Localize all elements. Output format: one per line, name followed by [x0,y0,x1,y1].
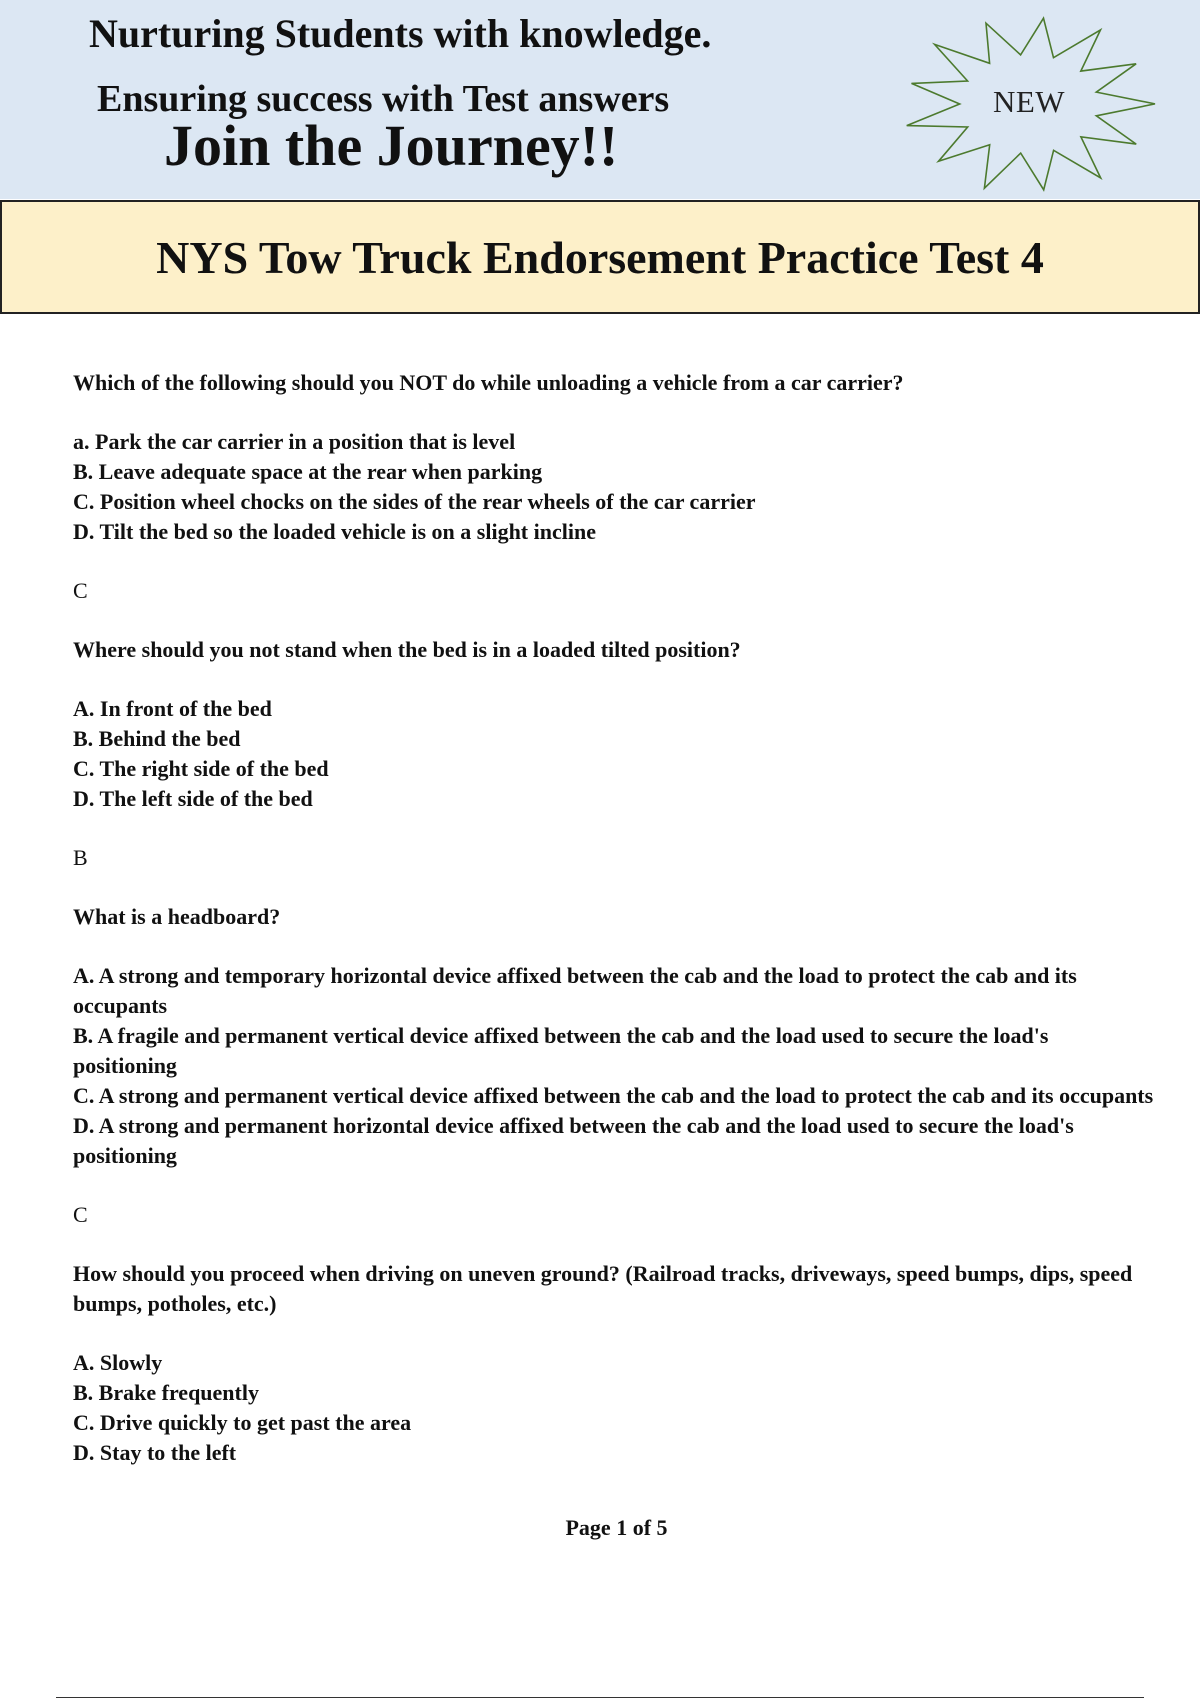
page-title: NYS Tow Truck Endorsement Practice Test 4 [156,232,1044,283]
tagline-success: Ensuring success with Test answers [97,78,670,120]
question-text: How should you proceed when driving on uneven ground? (Railroad tracks, driveways, speed bumps, dips, speed bumps, potholes, etc.) [73,1261,1133,1316]
option-c: C. Drive quickly to get past the area [73,1410,412,1435]
question-block-4 [73,1259,1155,1468]
option-b: B. Behind the bed [73,726,241,751]
option-d: D. The left side of the bed [73,786,313,811]
option-d: D. Stay to the left [73,1440,237,1465]
option-b: B. A fragile and permanent vertical device affixed between the cab and the load used to secure the load's positioning [73,1023,1049,1078]
question-text: What is a headboard? [73,904,281,929]
option-a: A. A strong and temporary horizontal device affixed between the cab and the load to protect the cab and its occupants [73,963,1077,1018]
new-badge-label: NEW [992,84,1066,119]
question-block-1 [73,368,1155,606]
option-list [73,427,1155,547]
answer-key: C [73,1202,88,1227]
option-list [73,1348,1155,1468]
answer-key: B [73,845,88,870]
option-d: D. Tilt the bed so the loaded vehicle is on a slight incline [73,519,596,544]
tagline-nurturing: Nurturing Students with knowledge. [89,11,712,56]
option-b: B. Leave adequate space at the rear when parking [73,459,543,484]
question-list [73,368,1155,1497]
page-number: Page 1 of 5 [565,1515,668,1540]
tagline-join: Join the Journey!! [164,113,619,178]
answer-key: C [73,578,88,603]
option-list [73,694,1155,814]
new-badge [898,10,1160,198]
option-list [73,961,1155,1171]
option-a: A. In front of the bed [73,696,272,721]
option-c: C. The right side of the bed [73,756,329,781]
option-a: a. Park the car carrier in a position that is level [73,429,516,454]
option-d: D. A strong and permanent horizontal device affixed between the cab and the load used to secure the load's positioning [73,1113,1074,1168]
footer-divider [56,1697,1144,1698]
option-b: B. Brake frequently [73,1380,259,1405]
test-title-box [0,200,1200,314]
question-block-3 [73,902,1155,1230]
option-a: A. Slowly [73,1350,163,1375]
question-text: Which of the following should you NOT do while unloading a vehicle from a car carrier? [73,370,904,395]
option-c: C. A strong and permanent vertical device affixed between the cab and the load to protect the cab and its occupants [73,1083,1154,1108]
question-text: Where should you not stand when the bed is in a loaded tilted position? [73,637,741,662]
question-block-2 [73,635,1155,873]
option-c: C. Position wheel chocks on the sides of the rear wheels of the car carrier [73,489,756,514]
header-banner [0,0,1200,199]
